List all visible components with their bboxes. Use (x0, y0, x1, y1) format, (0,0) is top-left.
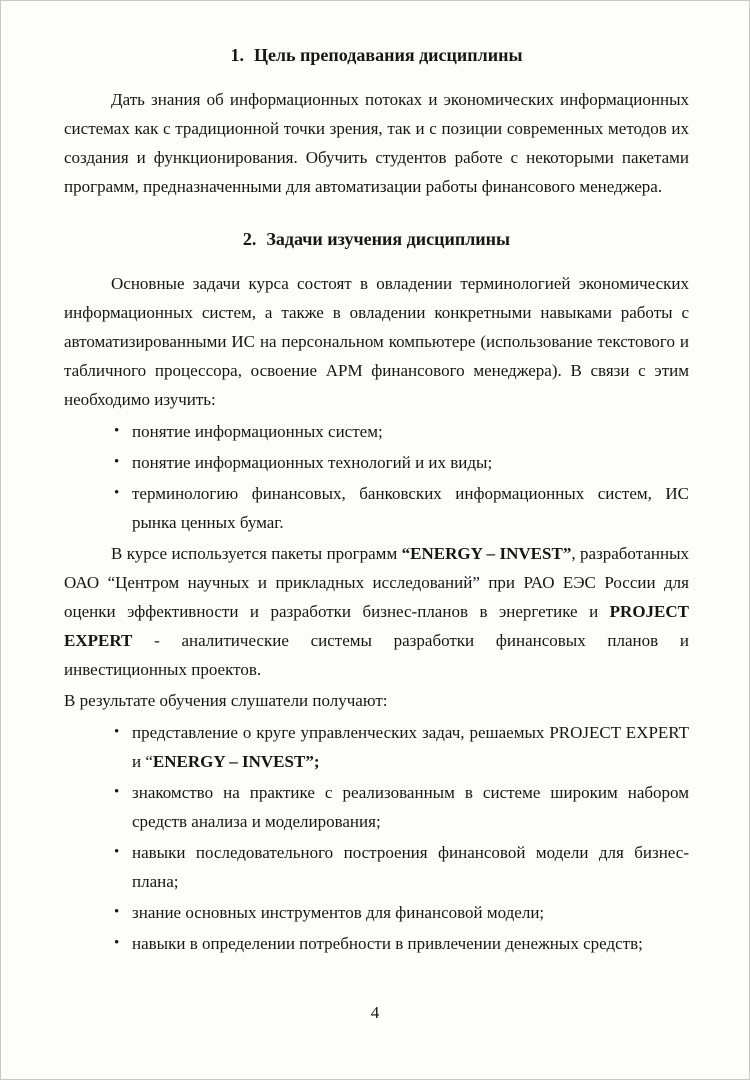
list-item (64, 929, 689, 958)
list-item-text: представление о круге управленческих задач, решаемых PROJECT EXPERT и “ (132, 723, 689, 771)
paragraph-text: - аналитические системы разработки финансовых планов и инвестиционных проектов. (64, 631, 689, 679)
course-packages-paragraph (64, 539, 689, 684)
bullet-icon: • (114, 423, 120, 439)
results-list (64, 718, 689, 958)
paragraph-text: В курсе используется пакеты программ (111, 544, 402, 563)
list-item (64, 838, 689, 896)
list-item (64, 778, 689, 836)
list-item-text: навыки в определении потребности в привлечении денежных средств; (132, 934, 643, 953)
section-1-paragraph: Дать знания об информационных потоках и экономических информационных системах как с традиционной точки зрения, так и с позиции современных методов их создания и функционирования. Обучить студентов работе с некоторыми пакетами программ, предназначенными для автоматизации работы финансового менеджера. (64, 90, 689, 196)
section-1-number: 1. (230, 45, 244, 65)
list-item (64, 417, 689, 446)
section-2-intro-paragraph: Основные задачи курса состоят в овладении терминологией экономических информационных систем, а также в овладении конкретными навыками работы с автоматизированными ИС на персональном компьютере (использование текстового и табличного процессора, освоение АРМ финансового менеджера). В связи с этим необходимо изучить: (64, 274, 689, 409)
bullet-icon: • (114, 935, 120, 951)
bullet-icon: • (114, 485, 120, 501)
list-item-text: понятие информационных систем; (132, 422, 383, 441)
section-2-heading (64, 227, 689, 251)
bullet-icon: • (114, 454, 120, 470)
bullet-icon: • (114, 844, 120, 860)
section-1-title: Цель преподавания дисциплины (253, 45, 523, 65)
paragraph-text: , разработанных ОАО “Центром научных и прикладных исследований” при РАО ЕЭС России для оценки эффективности и разработки бизнес-планов в энергетике и (64, 544, 689, 621)
list-item-text: знакомство на практике с реализованным в системе широким набором средств анализа и моделирования; (132, 783, 689, 831)
bullet-icon: • (114, 904, 120, 920)
study-topics-list (64, 417, 689, 537)
section-2-number: 2. (242, 229, 257, 249)
list-item (64, 448, 689, 477)
list-item-text: понятие информационных технологий и их виды; (132, 453, 493, 472)
energy-invest-name: ENERGY – INVEST (152, 752, 306, 771)
list-item (64, 479, 689, 537)
section-1-heading (64, 43, 689, 67)
energy-invest-name: “ENERGY – INVEST” (401, 544, 572, 563)
page-content (1, 1, 749, 958)
bullet-icon: • (114, 724, 120, 740)
list-item (64, 718, 689, 776)
list-item-text: знание основных инструментов для финансовой модели; (132, 903, 545, 922)
section-2-title: Задачи изучения дисциплины (266, 229, 511, 249)
list-item-text: ”; (305, 752, 320, 771)
page-number: 4 (370, 1003, 380, 1022)
project-expert-name: PROJECT EXPERT (64, 602, 689, 650)
bullet-icon: • (114, 784, 120, 800)
list-item-text: навыки последовательного построения финансовой модели для бизнес-плана; (132, 843, 689, 891)
list-item (64, 898, 689, 927)
list-item-text: терминологию финансовых, банковских информационных систем, ИС рынка ценных бумаг. (132, 484, 689, 532)
results-intro-line: В результате обучения слушатели получают: (64, 691, 388, 710)
